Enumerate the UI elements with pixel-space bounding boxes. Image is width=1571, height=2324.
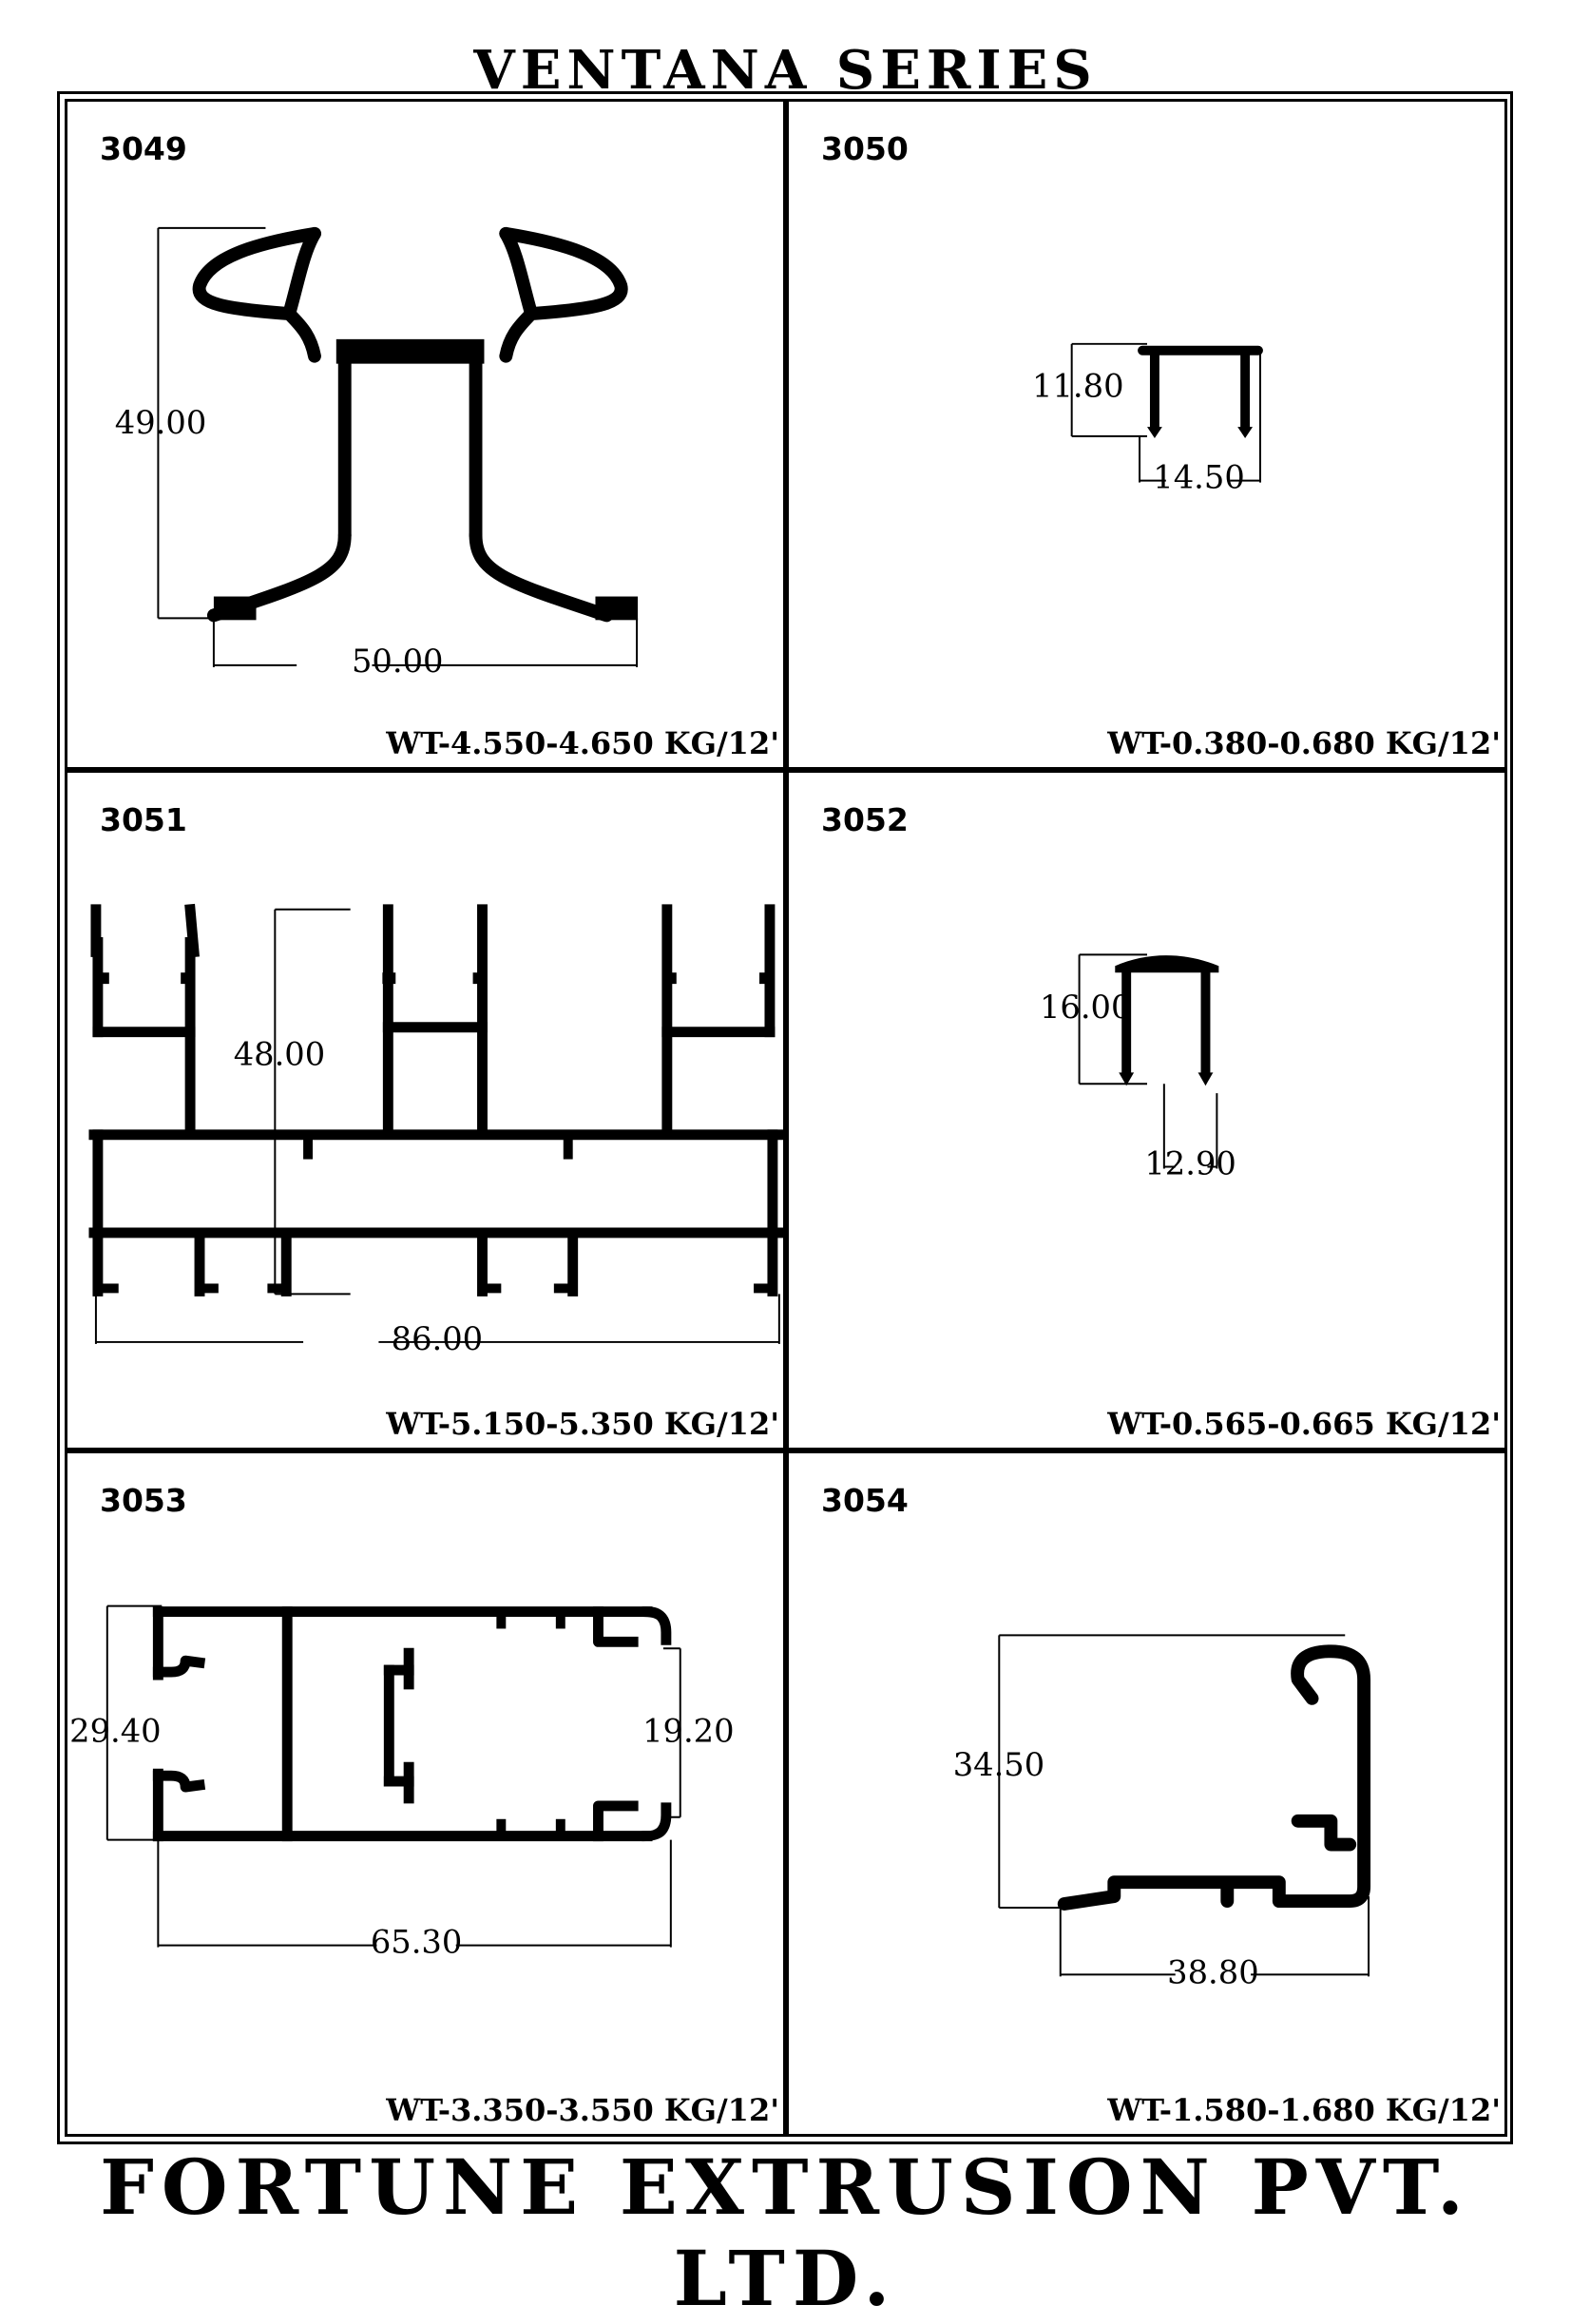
- profile-weight: WT-4.550-4.650 KG/12': [386, 725, 779, 761]
- profile-weight: WT-0.380-0.680 KG/12': [1107, 725, 1501, 761]
- profile-card-3050: [786, 99, 1507, 770]
- profile-card-3052: [786, 770, 1507, 1450]
- profile-weight: WT-5.150-5.350 KG/12': [386, 1406, 779, 1442]
- dim-height: 16.00: [1039, 988, 1132, 1026]
- dim-height: 48.00: [233, 1035, 326, 1073]
- profile-weight: WT-3.350-3.550 KG/12': [386, 2092, 779, 2128]
- dim-width: 50.00: [352, 642, 444, 680]
- dim-width: 86.00: [391, 1319, 484, 1357]
- profile-drawing-3050: [789, 102, 1504, 767]
- dim-width: 65.30: [370, 1923, 463, 1961]
- profile-drawing-3054: [789, 1453, 1504, 2134]
- profile-weight: WT-0.565-0.665 KG/12': [1107, 1406, 1501, 1442]
- profile-drawing-3051: [67, 773, 783, 1448]
- profile-code: 3051: [100, 801, 187, 838]
- dim-width: 12.90: [1144, 1144, 1236, 1182]
- dim-height: 49.00: [114, 404, 207, 442]
- profile-drawing-3049: [67, 102, 783, 767]
- dim-height-right: 19.20: [642, 1712, 735, 1750]
- series-title: VENTANA SERIES: [473, 39, 1098, 102]
- dim-height: 11.80: [1032, 367, 1124, 405]
- profile-weight: WT-1.580-1.680 KG/12': [1107, 2092, 1501, 2128]
- dim-width: 38.80: [1167, 1953, 1259, 1991]
- profile-code: 3050: [821, 130, 909, 167]
- dim-height-left: 29.40: [69, 1712, 162, 1750]
- dim-width: 14.50: [1153, 458, 1245, 496]
- profile-code: 3052: [821, 801, 909, 838]
- profile-drawing-3053: [67, 1453, 783, 2134]
- profile-drawing-3052: [789, 773, 1504, 1448]
- profile-code: 3049: [100, 130, 187, 167]
- profile-code: 3053: [100, 1482, 187, 1519]
- profile-card-3053: [65, 1450, 786, 2137]
- dim-height: 34.50: [952, 1746, 1045, 1784]
- profile-card-3054: [786, 1450, 1507, 2137]
- profile-card-3051: [65, 770, 786, 1450]
- company-name-banner: FORTUNE EXTRUSION PVT. LTD.: [100, 2142, 1471, 2323]
- profile-code: 3054: [821, 1482, 909, 1519]
- profile-card-3049: [65, 99, 786, 770]
